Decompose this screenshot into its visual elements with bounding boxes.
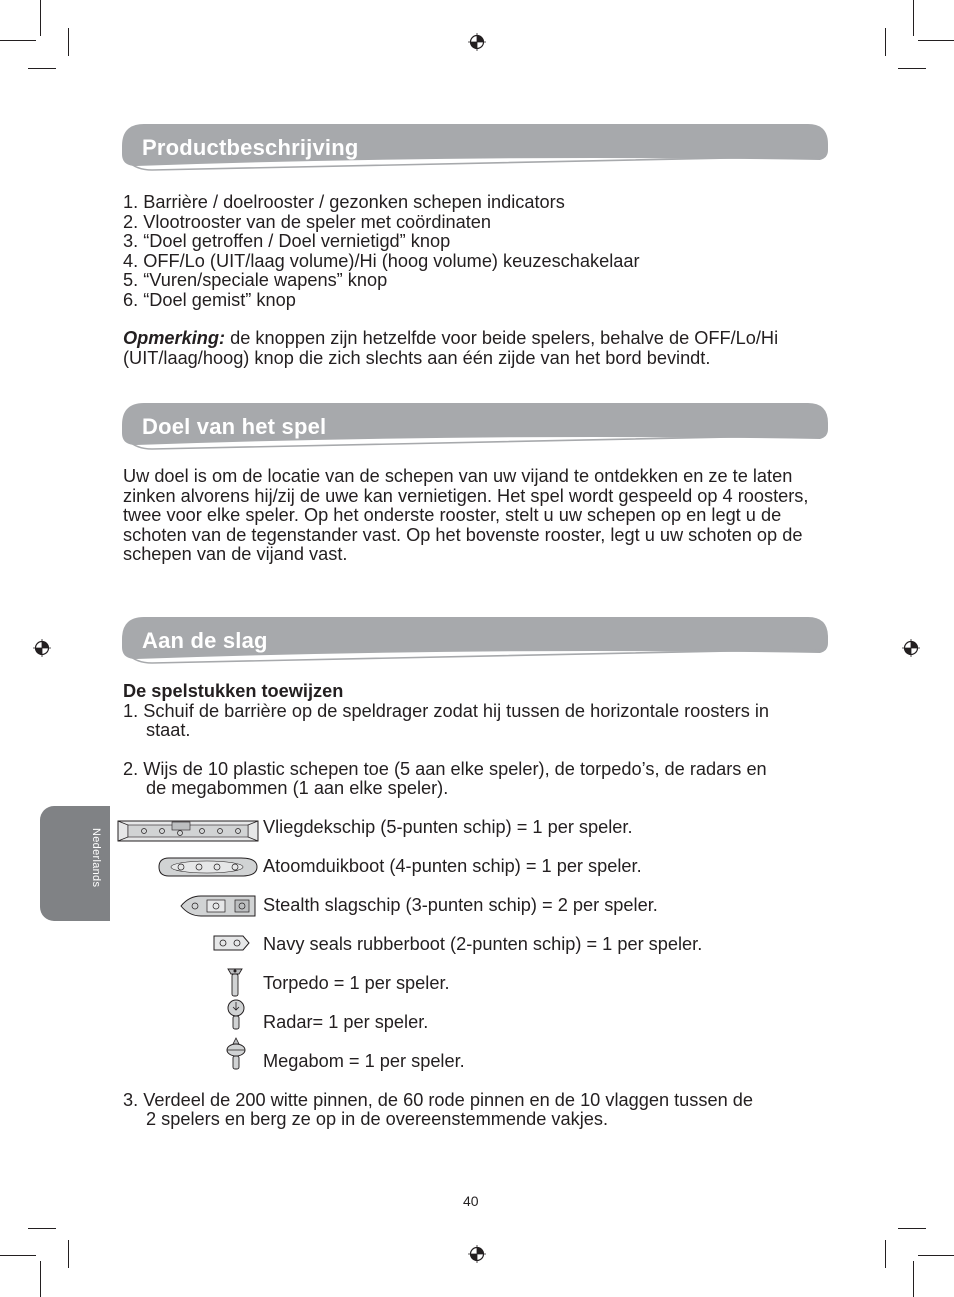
crop-mark bbox=[918, 1255, 954, 1256]
crop-mark bbox=[68, 28, 69, 56]
page-number: 40 bbox=[463, 1193, 479, 1209]
registration-mark-icon bbox=[33, 639, 51, 657]
list-item: 2. Vlootrooster van de speler met coördinaten bbox=[123, 211, 492, 232]
list-item: 3. “Doel getroffen / Doel vernietigd” knop bbox=[123, 231, 451, 251]
step-2: 2. Wijs de 10 plastic schepen toe (5 aan elke speler), de torpedo’s, de radars en bbox=[123, 759, 767, 779]
section-title: Doel van het spel bbox=[142, 414, 327, 439]
crop-mark bbox=[918, 40, 954, 41]
step-3-continued: 2 spelers en berg ze op in de overeenstemmende vakjes. bbox=[146, 1109, 609, 1129]
submarine-icon bbox=[157, 855, 259, 879]
list-item: 6. “Doel gemist” knop bbox=[123, 289, 296, 310]
registration-mark-icon bbox=[902, 639, 920, 657]
crop-mark bbox=[0, 40, 36, 41]
piece-label: Torpedo = 1 per speler. bbox=[263, 973, 450, 993]
crop-mark bbox=[885, 1240, 886, 1268]
section-banner-aan-de-slag bbox=[122, 617, 830, 661]
subheading: De spelstukken toewijzen bbox=[123, 681, 344, 701]
step-2-continued: de megabommen (1 aan elke speler). bbox=[146, 778, 449, 798]
crop-mark bbox=[898, 1228, 926, 1229]
crop-mark bbox=[40, 0, 41, 36]
registration-mark-icon bbox=[468, 1245, 486, 1263]
crop-mark bbox=[0, 1255, 36, 1256]
stealth-battleship-icon bbox=[179, 893, 259, 919]
aircraft-carrier-icon bbox=[116, 817, 260, 845]
step-3: 3. Verdeel de 200 witte pinnen, de 60 rode pinnen en de 10 vlaggen tussen de bbox=[123, 1090, 753, 1110]
section-title: Productbeschrijving bbox=[142, 135, 359, 160]
language-tab-label: Nederlands bbox=[90, 828, 102, 888]
note-label: Opmerking: bbox=[123, 328, 226, 348]
crop-mark bbox=[913, 0, 914, 36]
piece-label: Radar= 1 per speler. bbox=[263, 1012, 429, 1032]
section-title: Aan de slag bbox=[142, 628, 268, 653]
megabomb-icon bbox=[224, 1036, 248, 1072]
crop-mark bbox=[898, 68, 926, 69]
note-text: de knoppen zijn hetzelfde voor beide spelers, behalve de OFF/Lo/Hi (UIT/laag/hoog) knop die zich slechts aan één zijde van het bord bevindt. bbox=[123, 328, 779, 368]
registration-mark-icon bbox=[468, 33, 486, 51]
piece-label: Atoomduikboot (4-punten schip) = 1 per speler. bbox=[263, 856, 642, 876]
torpedo-icon bbox=[222, 966, 248, 1000]
piece-label: Navy seals rubberboot (2-punten schip) = 1 per speler. bbox=[263, 934, 703, 954]
list-item: 5. “Vuren/speciale wapens” knop bbox=[123, 270, 388, 290]
crop-mark bbox=[40, 1261, 41, 1297]
crop-mark bbox=[885, 28, 886, 56]
crop-mark bbox=[28, 68, 56, 69]
list-item: 1. Barrière / doelrooster / gezonken schepen indicators bbox=[123, 192, 565, 212]
step-1: 1. Schuif de barrière op de speldrager zodat hij tussen de horizontale roosters in bbox=[123, 701, 770, 721]
radar-icon bbox=[224, 998, 248, 1032]
section-banner-doel bbox=[122, 403, 830, 447]
piece-label: Vliegdekschip (5-punten schip) = 1 per speler. bbox=[263, 817, 633, 837]
piece-label: Stealth slagschip (3-punten schip) = 2 per speler. bbox=[263, 895, 658, 915]
step-1-continued: staat. bbox=[146, 720, 191, 740]
crop-mark bbox=[913, 1261, 914, 1297]
crop-mark bbox=[28, 1228, 56, 1229]
note-paragraph bbox=[123, 329, 835, 368]
crop-mark bbox=[68, 1240, 69, 1268]
doel-paragraph: Uw doel is om de locatie van de schepen van uw vijand te ontdekken en ze te laten zinken alvorens hij/zij de uwe kan vernietigen. Het spel wordt gespeeld op 4 roosters, twee voor elke speler. Op het onderste rooster, stelt u uw schepen op en legt u de schoten van de tegenstander vast. Op het bovenste rooster, legt u uw schoten op de schepen van de vijand vast. bbox=[123, 466, 809, 565]
rubber-boat-icon bbox=[211, 933, 251, 953]
piece-label: Megabom = 1 per speler. bbox=[263, 1051, 465, 1071]
list-item: 4. OFF/Lo (UIT/laag volume)/Hi (hoog volume) keuzeschakelaar bbox=[123, 250, 640, 271]
section-banner-productbeschrijving bbox=[122, 124, 830, 168]
language-tab bbox=[40, 806, 110, 921]
